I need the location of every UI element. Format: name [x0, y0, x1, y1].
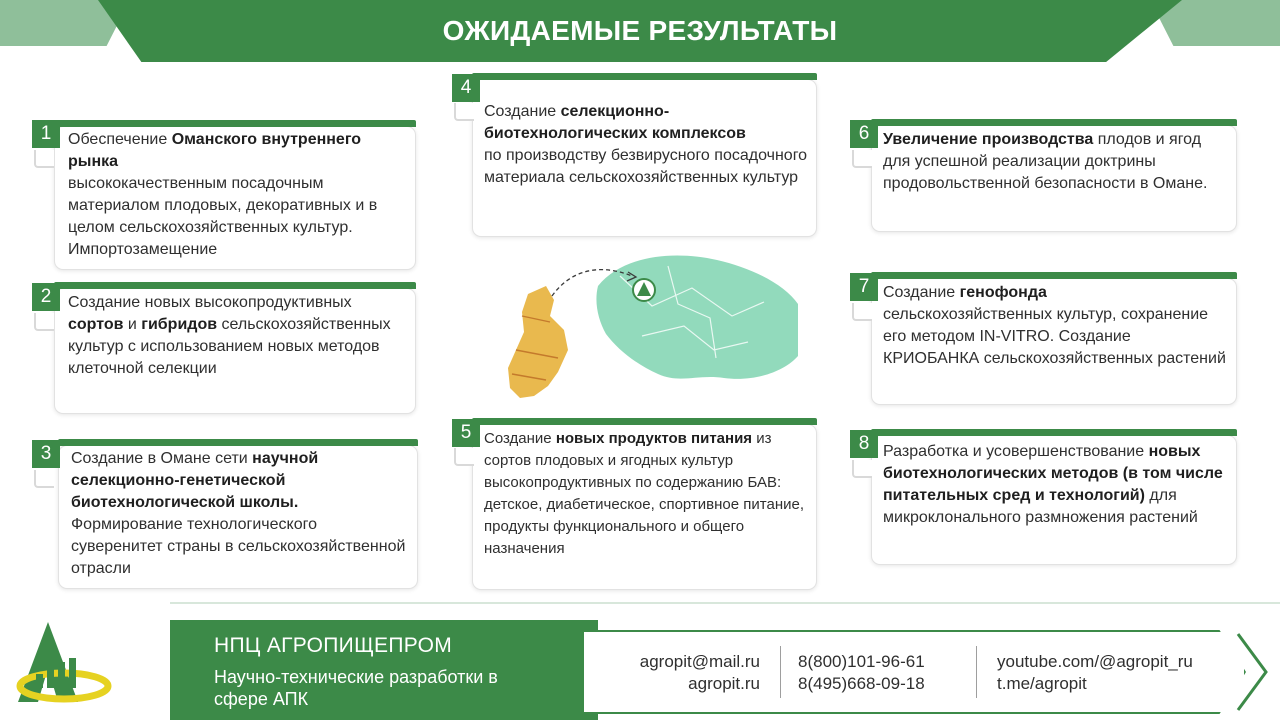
contact-separator [780, 646, 781, 698]
contact-youtube-link[interactable]: youtube.com/@agropit_ru [997, 652, 1193, 671]
item-number-6: 6 [850, 120, 878, 148]
number-tick [852, 150, 872, 168]
item-number-4: 4 [452, 74, 480, 102]
item-number-1: 1 [32, 120, 60, 148]
item-number-8: 8 [850, 430, 878, 458]
result-text-3: Создание в Омане сети научной селекционно-генетической биотехнологической школы. Формирование технологического суверенитет страны в сельскохозяйственной отрасли [71, 450, 406, 577]
item-number-2: 2 [32, 283, 60, 311]
number-tick [454, 103, 474, 121]
result-text-2: Создание новых высокопродуктивных сортов и гибридов сельскохозяйственных культур с использованием новых методов клеточной селекции [68, 294, 391, 377]
contact-site-link[interactable]: agropit.ru [688, 674, 760, 693]
number-tick [852, 303, 872, 321]
contact-separator [976, 646, 977, 698]
result-text-5: Создание новых продуктов питания из сортов плодовых и ягодных культур высокопродуктивных по содержанию БАВ: детское, диабетическое, спортивное питание, продукты функционального и общего назначения [484, 430, 804, 557]
number-tick [34, 150, 54, 168]
result-text-1: Обеспечение Оманского внутреннего рынка высококачественным посадочным материалом плодовых, декоративных и в целом сельскохозяйственных культур. Импортозамещение [68, 131, 378, 258]
contact-email-link[interactable]: agropit@mail.ru [639, 652, 760, 671]
chevron-right-icon [1236, 632, 1270, 712]
item-number-5: 5 [452, 419, 480, 447]
result-text-6: Увеличение производства плодов и ягод для успешной реализации доктрины продовольственной безопасности в Омане. [883, 131, 1208, 192]
result-text-7: Создание генофонда сельскохозяйственных культур, сохранение его методом IN-VITRO. Создание КРИОБАНКА сельскохозяйственных растений [883, 284, 1226, 367]
item-number-3: 3 [32, 440, 60, 468]
footer-tagline: Научно-технические разработки в сфере АПК [214, 667, 498, 709]
contact-phone-1[interactable]: 8(800)101-96-61 [798, 652, 925, 671]
contact-telegram-link[interactable]: t.me/agropit [997, 674, 1087, 693]
agropit-logo-icon [0, 602, 150, 720]
number-tick [852, 460, 872, 478]
number-tick [34, 470, 54, 488]
footer-divider [0, 602, 1280, 604]
item-number-7: 7 [850, 273, 878, 301]
footer-brand-name: НПЦ АГРОПИЩЕПРОМ [214, 634, 453, 657]
result-text-8: Разработка и усовершенствование новых биотехнологических методов (в том числе питательных сред и технологий) для микроклонального размножения растений [883, 443, 1223, 526]
oman-region-map [502, 246, 798, 410]
result-text-4: Создание селекционно-биотехнологических комплексов по производству безвирусного посадочного материала сельскохозяйственных культур [484, 103, 808, 186]
number-tick [454, 448, 474, 466]
contact-phone-2[interactable]: 8(495)668-09-18 [798, 674, 925, 693]
page-title: ОЖИДАЕМЫЕ РЕЗУЛЬТАТЫ [442, 15, 838, 46]
number-tick [34, 313, 54, 331]
footer-logo-area [0, 602, 170, 720]
